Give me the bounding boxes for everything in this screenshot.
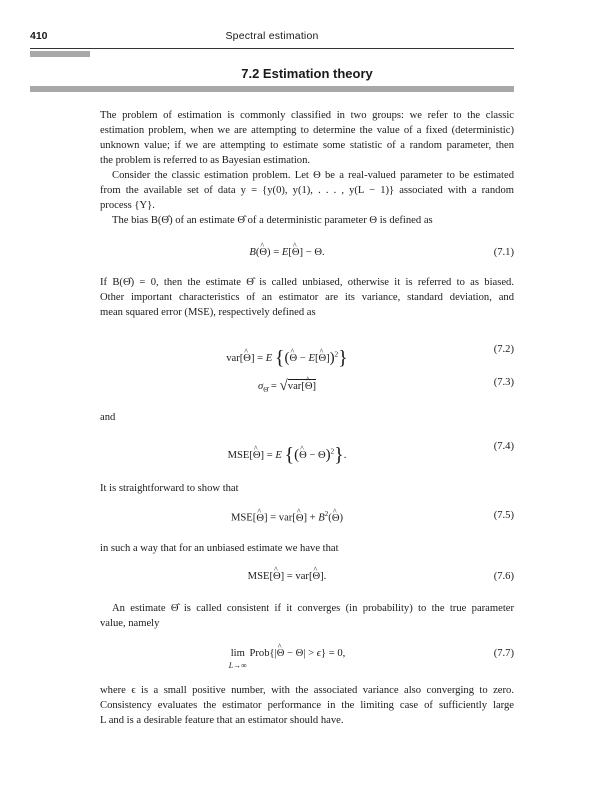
header-accent-bar [30,51,90,57]
equation-7-1: B(^ Θ) = E[^ Θ] − Θ. (7.1) [100,247,514,265]
equation-7-2: var[^ Θ] = E {(^ Θ − E[^ Θ])$^2$} (7.2) [100,344,514,362]
equation-7-5: MSE[^ Θ] = var[^ $\Theta] + B^2(\^{}$ Θ) (7.5) [100,510,514,528]
equation-7-7: lim L→∞ Prob{|^ Θ − Θ| > ϵ} = 0, (7.7) [100,648,514,666]
paragraph-intro: The problem of estimation is commonly classified in two groups: we refer to the classic estimation problem, when we are attempting to determine the value of a fixed (deterministic) unknown value; if we are attempting to estimate some statistic of a random parameter, then the problem is referred to as Bayesian estimation. [100,110,514,166]
paragraph-consistent: An estimate Θ̂ is called consistent if it converges (in probability) to the true parameter value, namely [100,603,514,629]
paragraph-straightforward: It is straightforward to show that [100,483,239,494]
equation-7-6: MSE[^ Θ] = var[^ Θ]. (7.6) [100,571,514,589]
paragraph-characteristics: If B(Θ̂) = 0, then the estimate Θ̂ is called unbiased, otherwise it is referred to as biased. Other important characteristics of an estimator are its variance, standard deviation, and mean squared error (MSE), respectively defined as [100,277,514,318]
section-rule [30,86,514,92]
paragraph-bias: The bias B(Θ̂) of an estimate Θ̂ of a deterministic parameter Θ is defined as [112,215,433,226]
running-header [30,28,514,48]
paragraph-classic-problem: Consider the classic estimation problem. Let Θ be a real-valued parameter to be estimated from the available set of data y = {y(0), y(1), . . . , y(L − 1)} associated with a random process {Y}. [100,170,514,211]
page-number: 410 [30,30,48,42]
text-and: and [100,412,116,423]
equation-7-4: MSE[^ Θ] = E {(^ Θ − Θ)$^2$}. (7.4) [100,441,514,459]
paragraph-where: where ϵ is a small positive number, with the associated variance also converging to zero. Consistency evaluates the estimator performance in the limiting case of sufficiently large L and is a desirable feature that an estimator should have. [100,685,514,726]
running-title: Spectral estimation [225,30,319,42]
section-title: 7.2 Estimation theory [241,66,373,81]
header-rule [30,48,514,49]
paragraph-unbiased: in such a way that for an unbiased estimate we have that [100,543,339,554]
equation-7-3: $\sigma_{\Thetâ}$ = √var[^ Θ] (7.3) [100,377,514,395]
